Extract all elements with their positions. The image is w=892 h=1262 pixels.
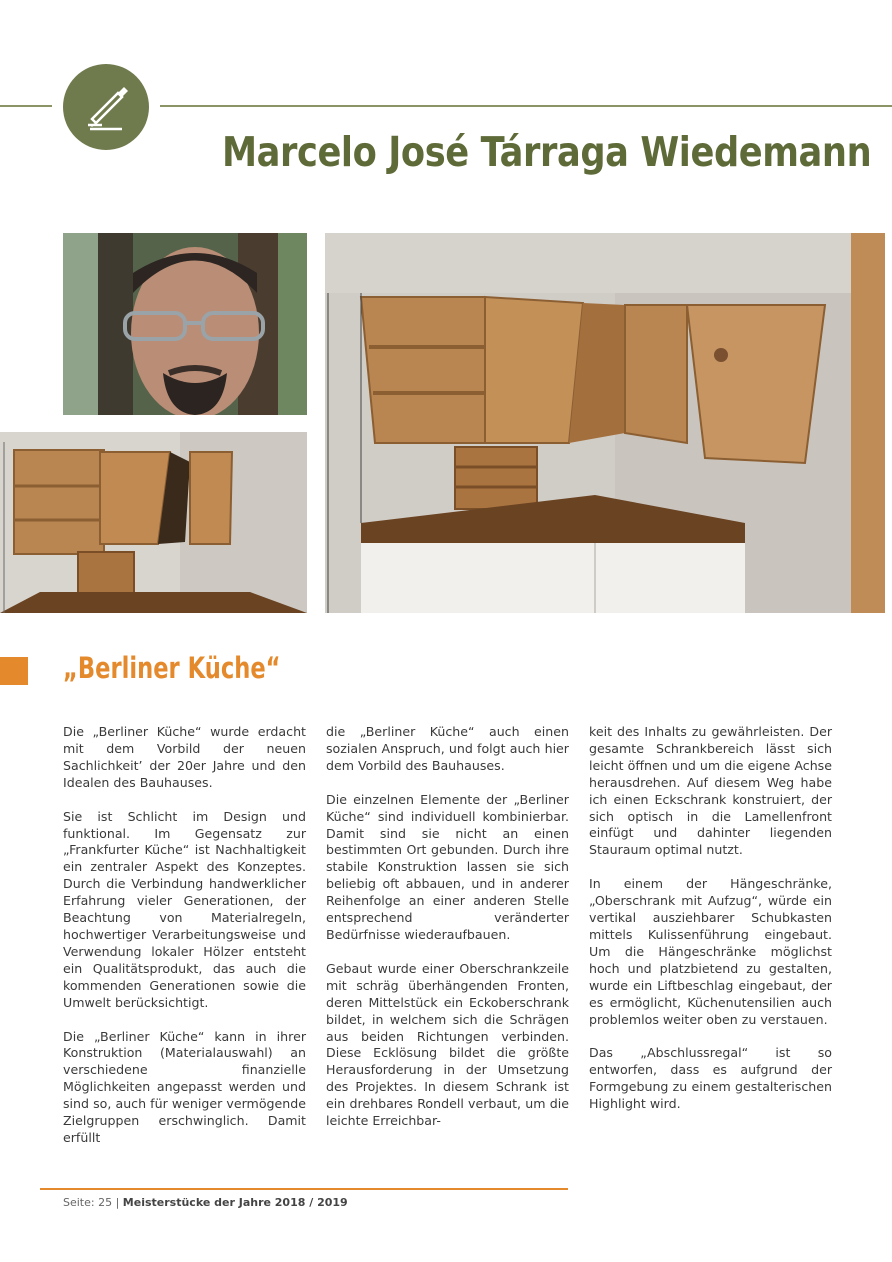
- text-column-1: [63, 724, 306, 1164]
- section-marker: [0, 657, 28, 685]
- page-title: Marcelo José Tárraga Wiedemann: [222, 128, 872, 176]
- section-title: „Berliner Küche“: [63, 651, 281, 685]
- header-rule-right: [160, 105, 892, 107]
- paragraph: Die „Berliner Küche“ wurde erdacht mit dem Vorbild der neuen Sachlichkeit’ der 20er Jahre und den Idealen des Bauhauses.: [63, 724, 306, 790]
- kitchen-cabinets-photo-main: [325, 233, 885, 613]
- text-column-2: [326, 724, 569, 1147]
- carving-tool-icon: [78, 79, 134, 135]
- paragraph: Das „Abschlussregal“ ist so entworfen, dass es aufgrund der Formgebung zu einem gestalterischen Highlight wird.: [589, 1045, 832, 1112]
- paragraph: keit des Inhalts zu gewährleisten. Der gesamte Schrankbereich lässt sich leicht öffnen und um die eigene Achse herausdrehen. Auf diesem Weg habe ich einen Eckschrank konstruiert, der sich optisch in die Lamellenfront einfügt und dahinter liegenden Stauraum optimal nutzt.: [589, 724, 832, 858]
- paragraph: Die einzelnen Elemente der „Berliner Küche“ sind individuell kombinierbar. Damit sind sie nicht an einen bestimmten Ort gebunden. Durch ihre stabile Konstruktion lassen sie sich beliebig oft abbauen, und in anderer Reihenfolge an einer anderen Stelle entsprechend veränderter Bedürfnisse wiederaufbauen.: [326, 791, 569, 942]
- paragraph: Gebaut wurde einer Oberschrankzeile mit schräg überhängenden Fronten, deren Mittelstück ein Eckoberschrank bildet, in welchem sich die Schrägen aus beiden Richtungen verbinden. Diese Ecklösung bildet die größte Herausforderung in der Umsetzung des Projektes. In diesem Schrank ist ein drehbares Rondell verbaut, um die leichte Erreichbar-: [326, 960, 569, 1129]
- paragraph: die „Berliner Küche“ auch einen sozialen Anspruch, und folgt auch hier dem Vorbild des Bauhauses.: [326, 724, 569, 773]
- footer-rule: [40, 1188, 568, 1190]
- page-number: Seite: 25 |: [63, 1196, 120, 1209]
- kitchen-cabinets-photo-small: [0, 432, 307, 613]
- portrait-photo: [63, 233, 307, 415]
- logo: [63, 64, 149, 150]
- paragraph: Sie ist Schlicht im Design und funktional. Im Gegensatz zur „Frankfurter Küche“ ist Nachhaltigkeit ein zentraler Aspekt des Konzeptes. Durch die Verbindung handwerklicher Erfahrung vieler Generationen, der Beachtung von Materialregeln, hochwertiger Verarbeitungsweise und Verwendung lokaler Hölzer entsteht ein Qualitätsprodukt, das auch die kommenden Generationen sowie die Umwelt berücksichtigt.: [63, 808, 306, 1010]
- text-column-3: [589, 724, 832, 1130]
- paragraph: Die „Berliner Küche“ kann in ihrer Konstruktion (Materialauswahl) an verschiedene finanzielle Möglichkeiten angepasst werden und sind so, auch für weniger vermögende Zielgruppen erschwinglich. Damit erfüllt: [63, 1028, 306, 1145]
- page-footer: [63, 1196, 348, 1209]
- header-rule-left: [0, 105, 52, 107]
- paragraph: In einem der Hängeschränke, „Oberschrank mit Aufzug“, würde ein vertikal ausziehbarer Schubkasten mittels Kulissenführung eingebaut. Um die Hängeschränke möglichst hoch und platzbietend zu gestalten, wurde ein Liftbeschlag eingebaut, der es ermöglicht, Küchenutensilien auch problemlos weiter oben zu verstauen.: [589, 876, 832, 1027]
- publication-name: Meisterstücke der Jahre 2018 / 2019: [122, 1196, 348, 1209]
